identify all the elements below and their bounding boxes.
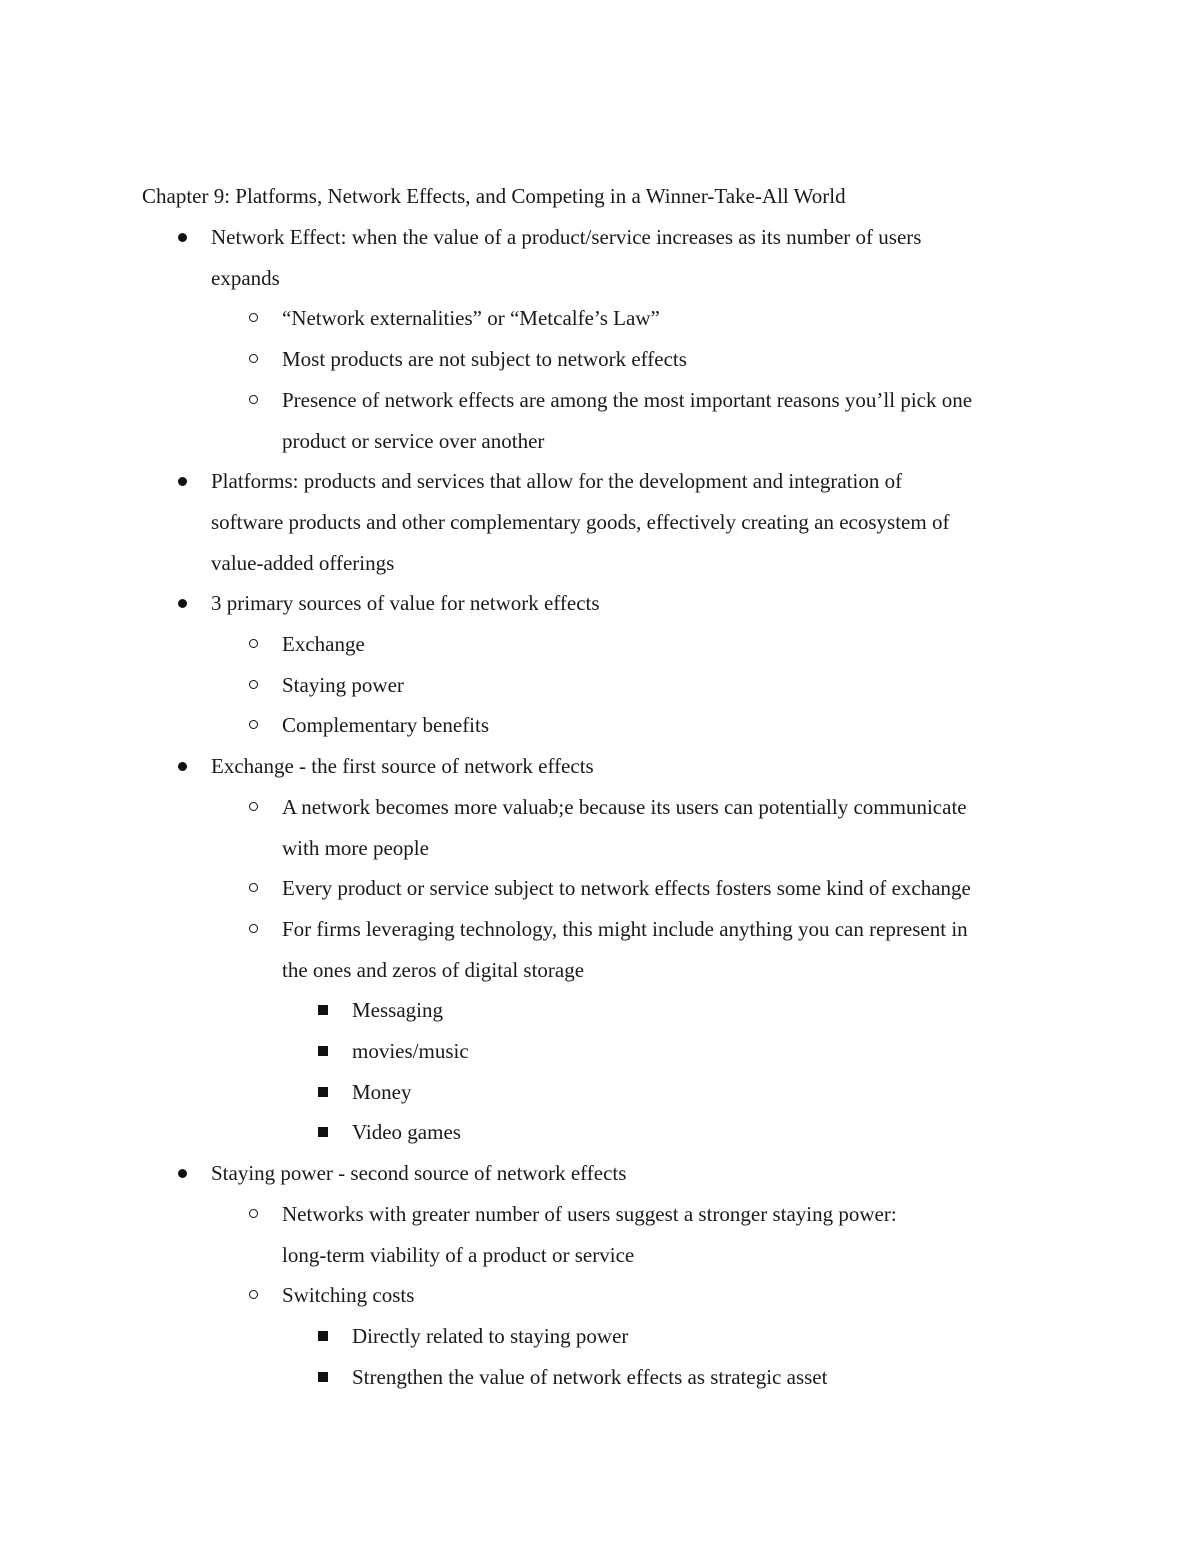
outline-item-level-2: “Network externalities” or “Metcalfe’s Law” — [282, 306, 660, 331]
outline-item-level-3: Strengthen the value of network effects as strategic asset — [352, 1364, 828, 1389]
bullet-circle-icon — [249, 354, 258, 363]
outline-item-level-1: 3 primary sources of value for network effects — [211, 591, 600, 616]
bullet-square-icon — [318, 1372, 328, 1382]
bullet-circle-icon — [249, 639, 258, 648]
outline-item-level-1: software products and other complementary goods, effectively creating an ecosystem of — [211, 509, 950, 534]
outline-item-level-1: Exchange - the first source of network effects — [211, 754, 594, 779]
bullet-circle-icon — [249, 924, 258, 933]
outline-item-level-1: Platforms: products and services that allow for the development and integration of — [211, 469, 903, 494]
bullet-circle-icon — [249, 802, 258, 811]
outline-item-level-1: expands — [211, 265, 280, 290]
bullet-dot-icon — [178, 762, 187, 771]
outline-item-level-2: A network becomes more valuab;e because its users can potentially communicate — [282, 794, 967, 819]
bullet-circle-icon — [249, 313, 258, 322]
bullet-square-icon — [318, 1005, 328, 1015]
bullet-square-icon — [318, 1331, 328, 1341]
outline-item-level-2: Complementary benefits — [282, 713, 490, 738]
bullet-square-icon — [318, 1087, 328, 1097]
outline-item-level-2: Staying power — [282, 672, 404, 697]
outline-item-level-1: Staying power - second source of network effects — [211, 1161, 627, 1186]
bullet-dot-icon — [178, 599, 187, 608]
outline-item-level-2: the ones and zeros of digital storage — [282, 957, 585, 982]
outline-item-level-3: Video games — [352, 1120, 461, 1145]
outline-item-level-2: Most products are not subject to network effects — [282, 347, 687, 372]
bullet-square-icon — [318, 1127, 328, 1137]
outline-item-level-2: Every product or service subject to network effects fosters some kind of exchange — [282, 876, 971, 901]
document-title: Chapter 9: Platforms, Network Effects, and Competing in a Winner-Take-All World — [142, 184, 846, 208]
bullet-dot-icon — [178, 1169, 187, 1178]
bullet-circle-icon — [249, 395, 258, 404]
outline-item-level-3: movies/music — [352, 1039, 469, 1063]
bullet-circle-icon — [249, 680, 258, 689]
outline-item-level-2: Networks with greater number of users suggest a stronger staying power: — [282, 1201, 897, 1226]
outline-item-level-2: Switching costs — [282, 1283, 415, 1308]
outline-item-level-2: with more people — [282, 835, 429, 860]
outline-item-level-1: value-added offerings — [211, 550, 395, 575]
bullet-circle-icon — [249, 883, 258, 892]
outline-item-level-2: long-term viability of a product or service — [282, 1242, 635, 1267]
bullet-square-icon — [318, 1046, 328, 1056]
outline-item-level-2: Exchange — [282, 632, 365, 656]
outline-item-level-3: Money — [352, 1079, 412, 1104]
bullet-circle-icon — [249, 1209, 258, 1218]
bullet-dot-icon — [178, 477, 187, 486]
outline-item-level-3: Directly related to staying power — [352, 1323, 629, 1348]
outline-item-level-2: For firms leveraging technology, this might include anything you can represent in — [282, 916, 968, 941]
outline-item-level-2: product or service over another — [282, 428, 545, 453]
outline-item-level-3: Messaging — [352, 998, 443, 1023]
bullet-circle-icon — [249, 720, 258, 729]
bullet-circle-icon — [249, 1290, 258, 1299]
outline-item-level-2: Presence of network effects are among the most important reasons you’ll pick one — [282, 387, 973, 412]
bullet-dot-icon — [178, 233, 187, 242]
outline-item-level-1: Network Effect: when the value of a product/service increases as its number of users — [211, 225, 922, 249]
